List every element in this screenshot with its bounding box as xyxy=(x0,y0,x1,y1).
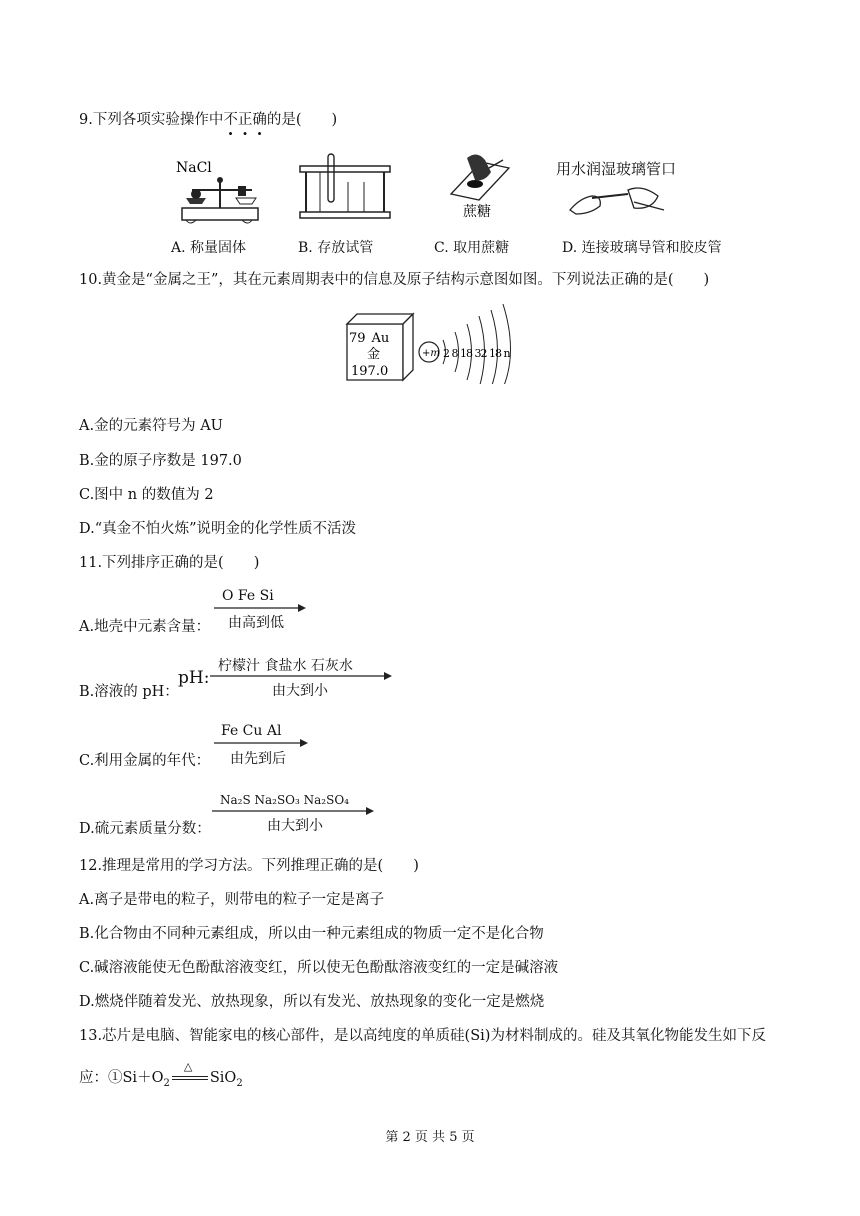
atomic-mass: 197.0 xyxy=(351,364,389,379)
q11-c-order: 由先到后 xyxy=(230,751,286,767)
q11-option-d: D.硫元素质量分数： xyxy=(79,821,211,837)
q9-caption-c: C. 取用蔗糖 xyxy=(434,240,510,256)
q9-stem: 9.下列各项实验操作中不正确的是( ) xyxy=(79,112,338,128)
q11-c-items: Fe Cu Al xyxy=(221,723,282,739)
q9-caption-a: A. 称量固体 xyxy=(171,240,247,256)
nucleus-label: +m xyxy=(422,348,440,359)
q11-option-b: B.溶液的 pH： xyxy=(79,684,179,700)
q11-a-items: O Fe Si xyxy=(222,588,274,604)
electron-shells: 2 8 18 32 18 n xyxy=(443,347,510,360)
q12-option-d: D.燃烧伴随着发光、放热现象，所以有发光、放热现象的变化一定是燃烧 xyxy=(79,994,545,1010)
q10-option-c: C.图中 n 的数值为 2 xyxy=(79,487,214,503)
q10-stem: 10.黄金是“金属之王”，其在元素周期表中的信息及原子结构示意图如图。下列说法正确的是( ) xyxy=(79,272,710,288)
q13-stem: 13.芯片是电脑、智能家电的核心部件，是以高纯度的单质硅(Si)为材料制成的。硅及其氧化物能发生如下反 xyxy=(79,1028,766,1044)
page-footer: 第 2 页 共 5 页 xyxy=(385,1130,475,1145)
balance-figure xyxy=(172,150,272,226)
q11-option-c: C.利用金属的年代： xyxy=(79,753,211,769)
q12-stem: 12.推理是常用的学习方法。下列推理正确的是( ) xyxy=(79,858,419,874)
tube-connect-figure xyxy=(568,180,668,220)
q12-option-a: A.离子是带电的粒子，则带电的粒子一定是离子 xyxy=(79,892,385,908)
q11-b-order: 由大到小 xyxy=(272,683,328,699)
q11-d-items: Na₂S Na₂SO₃ Na₂SO₄ xyxy=(220,793,349,807)
q12-option-c: C.碱溶液能使无色酚酞溶液变红，所以使无色酚酞溶液变红的一定是碱溶液 xyxy=(79,960,559,976)
q12-option-b: B.化合物由不同种元素组成，所以由一种元素组成的物质一定不是化合物 xyxy=(79,926,544,942)
arrow-icon xyxy=(214,738,310,748)
ph-label: pH: xyxy=(178,668,210,688)
nacl-label: NaCl xyxy=(176,160,212,176)
wet-tube-label: 用水润湿玻璃管口 xyxy=(556,160,677,178)
q11-b-items: 柠檬汁 食盐水 石灰水 xyxy=(218,658,353,674)
q9-caption-b: B. 存放试管 xyxy=(298,240,374,256)
q10-option-b: B.金的原子序数是 197.0 xyxy=(79,453,242,469)
test-tube-rack-figure xyxy=(298,152,394,222)
gold-element-figure xyxy=(345,300,520,384)
atomic-number: 79 xyxy=(349,331,366,346)
heat-condition: △ xyxy=(183,1060,193,1073)
element-symbol: Au xyxy=(371,331,390,346)
q11-option-a: A.地壳中元素含量： xyxy=(79,619,211,635)
q11-d-order: 由大到小 xyxy=(267,818,323,834)
element-name: 金 xyxy=(367,347,381,362)
q11-stem: 11.下列排序正确的是( ) xyxy=(79,555,260,571)
sugar-figure xyxy=(445,148,515,222)
q10-option-d: D.“真金不怕火炼”说明金的化学性质不活泼 xyxy=(79,521,357,537)
q9-caption-d: D. 连接玻璃导管和胶皮管 xyxy=(562,240,722,256)
q11-a-order: 由高到低 xyxy=(228,615,284,631)
sugar-label: 蔗糖 xyxy=(463,204,491,220)
q13-equation: 应：$①Si+O_2$ △ SiO$_2$ xyxy=(79,1068,243,1094)
reaction-arrow xyxy=(170,1060,210,1085)
q10-option-a: A.金的元素符号为 AU xyxy=(79,418,223,434)
